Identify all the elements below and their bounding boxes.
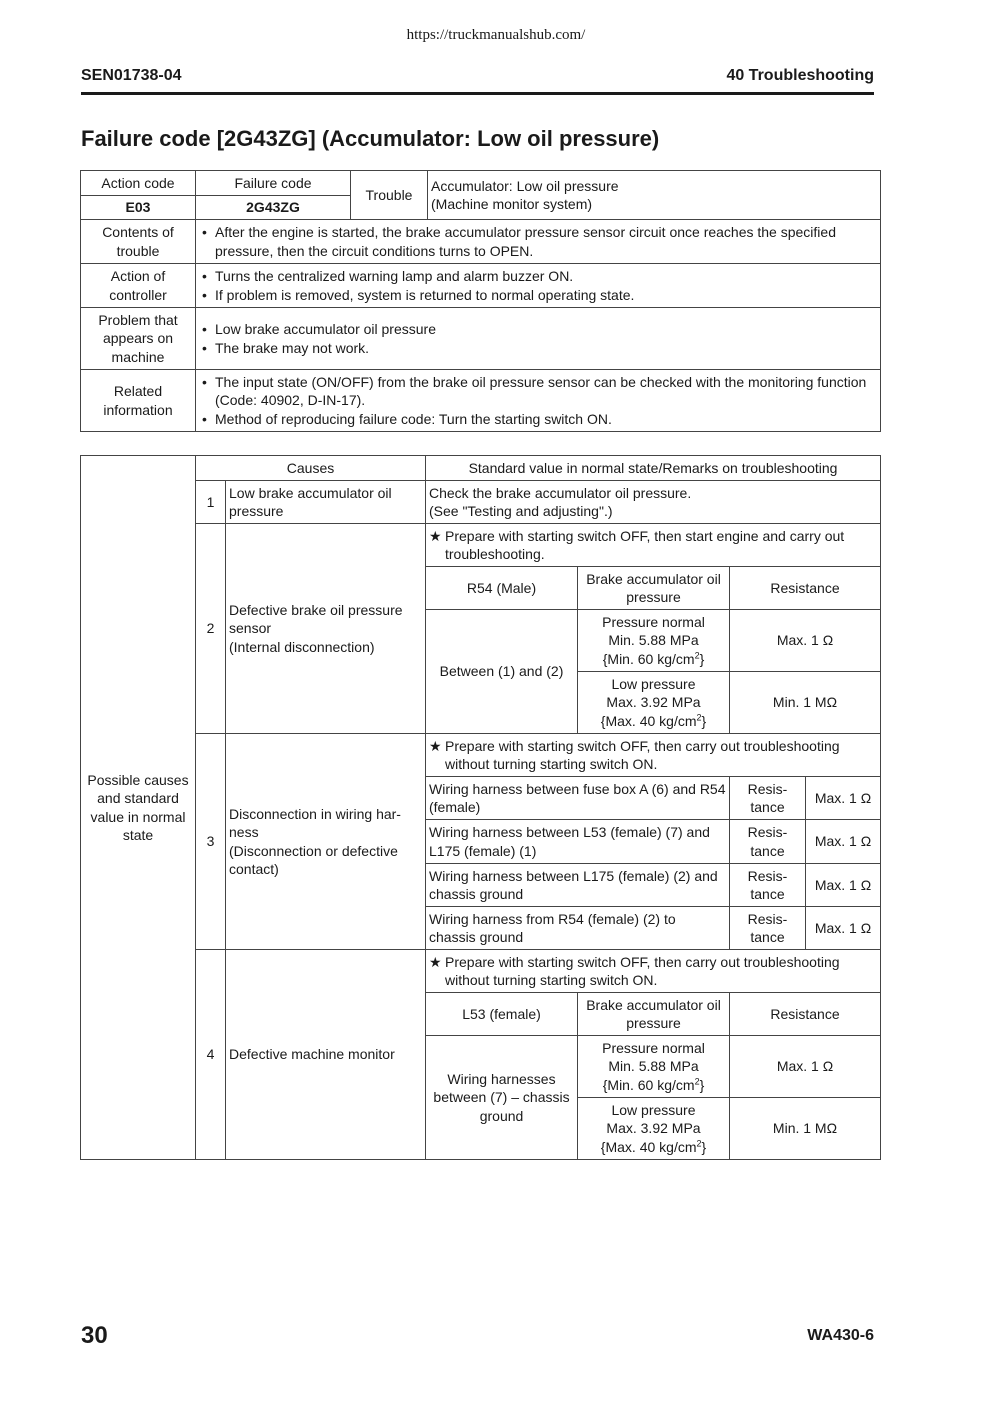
header-rule	[81, 92, 874, 95]
remark-line: (See "Testing and adjusting".)	[429, 503, 613, 519]
trouble-description	[428, 171, 881, 220]
prep-note	[426, 950, 881, 993]
row-label: Related information	[81, 370, 196, 432]
row-content	[196, 308, 881, 370]
causes-side-label: Possible causes and standard value in normal state	[81, 456, 196, 1160]
value-header: Resistance	[730, 993, 881, 1036]
source-url: https://truckmanualshub.com/	[406, 27, 586, 43]
prep-note	[426, 524, 881, 567]
row-label: Action of controller	[81, 264, 196, 308]
condition-header: Brake accumulator oil pressure	[578, 567, 730, 610]
trouble-line-2: (Machine monitor system)	[431, 196, 593, 212]
col-standard-header: Standard value in normal state/Remarks on troubleshooting	[426, 456, 881, 481]
remark-line: Check the brake accumulator oil pressure.	[429, 484, 692, 501]
summary-table	[80, 170, 881, 432]
condition-line: {Max. 40 $kg/cm^2$}	[600, 712, 707, 729]
check-type: Resis-tance	[730, 907, 806, 950]
condition-line: Min. 5.88 MPa	[608, 1058, 699, 1075]
cause-text	[226, 524, 426, 734]
col-causes-header: Causes	[196, 456, 426, 481]
standard-value: Min. 1 MΩ	[730, 672, 881, 734]
check-type: Resis-tance	[730, 820, 806, 864]
connector-header: R54 (Male)	[426, 567, 578, 610]
standard-value: Max. 1 Ω	[730, 1036, 881, 1098]
standard-value: Max. 1 Ω	[730, 610, 881, 672]
prep-text: ★ Prepare with starting switch OFF, then start engine and carry out troubleshooting.	[429, 527, 877, 564]
list-item: • Turns the centralized warning lamp and alarm buzzer ON.	[199, 267, 877, 286]
model-code: WA430-6	[807, 1327, 874, 1344]
measure-point: Between (1) and (2)	[426, 610, 578, 734]
check-type: Resis-tance	[730, 864, 806, 907]
condition-unit: {Min. 60 kg/cm	[602, 1076, 695, 1093]
value-header: Resistance	[730, 567, 881, 610]
condition-line: Max. 3.92 MPa	[606, 694, 701, 711]
measure-point: Wiring harnesses between (7) – chassis ground	[426, 1036, 578, 1160]
cause-number: 1	[196, 481, 226, 524]
condition-line: {Min. 60 $kg/cm^2$}	[602, 1076, 705, 1093]
standard-value: Max. 1 Ω	[806, 777, 881, 820]
page-title: Failure code [2G43ZG] (Accumulator: Low oil pressure)	[81, 126, 660, 151]
cause-remark	[426, 481, 881, 524]
list-item: • Method of reproducing failure code: Turn the starting switch ON.	[199, 410, 877, 429]
doc-code: SEN01738-04	[81, 67, 182, 84]
condition-unit: {Max. 40 kg/cm	[600, 1138, 697, 1155]
section-title: 40 Troubleshooting	[726, 67, 874, 84]
check-type: Resis-tance	[730, 777, 806, 820]
list-item: • After the engine is started, the brake accumulator pressure sensor circuit once reaches the specified pressure, then the circuit conditions turns to OPEN.	[199, 223, 877, 260]
harness-desc: Wiring harness between L175 (female) (2) and chassis ground	[426, 864, 730, 907]
row-label: Problem that appears on machine	[81, 308, 196, 370]
page-number: 30	[81, 1322, 108, 1349]
prep-text: ★ Prepare with starting switch OFF, then carry out troubleshooting without turning starting switch ON.	[429, 953, 877, 990]
harness-desc: Wiring harness from R54 (female) (2) to chassis ground	[426, 907, 730, 950]
condition-line: {Min. 60 $kg/cm^2$}	[602, 650, 705, 667]
action-code-label: Action code	[81, 171, 196, 196]
condition-line: Low pressure	[611, 675, 696, 692]
condition-unit: {Min. 60 kg/cm	[602, 650, 695, 667]
row-content	[196, 264, 881, 308]
condition-header: Brake accumulator oil pressure	[578, 993, 730, 1036]
condition-low	[578, 672, 730, 734]
row-label: Contents of trouble	[81, 220, 196, 264]
failure-code-value: 2G43ZG	[196, 196, 351, 220]
condition-unit: {Max. 40 kg/cm	[600, 712, 697, 729]
trouble-line-1: Accumulator: Low oil pressure	[431, 177, 619, 194]
standard-value: Max. 1 Ω	[806, 907, 881, 950]
standard-value: Max. 1 Ω	[806, 864, 881, 907]
harness-desc: Wiring harness between fuse box A (6) and R54 (female)	[426, 777, 730, 820]
cause-line: (Internal disconnection)	[229, 638, 375, 655]
condition-normal	[578, 610, 730, 672]
cause-number: 3	[196, 734, 226, 950]
condition-line: Pressure normal	[602, 613, 705, 630]
action-code-value: E03	[81, 196, 196, 220]
condition-line: Min. 5.88 MPa	[608, 632, 699, 649]
row-content	[196, 370, 881, 432]
list-item: • The input state (ON/OFF) from the brake oil pressure sensor can be checked with the monitoring function (Code: 40902, D-IN-17).	[199, 373, 877, 410]
list-item: • Low brake accumulator oil pressure	[199, 320, 877, 339]
condition-normal	[578, 1036, 730, 1098]
harness-desc: Wiring harness between L53 (female) (7) and L175 (female) (1)	[426, 820, 730, 864]
cause-number: 2	[196, 524, 226, 734]
cause-text: Low brake accumulator oil pressure	[226, 481, 426, 524]
condition-line: Pressure normal	[602, 1039, 705, 1056]
failure-code-label: Failure code	[196, 171, 351, 196]
row-content	[196, 220, 881, 264]
cause-text	[226, 734, 426, 950]
trouble-label: Trouble	[351, 171, 428, 220]
list-item: • If problem is removed, system is returned to normal operating state.	[199, 286, 877, 305]
condition-line: Low pressure	[611, 1101, 696, 1118]
standard-value: Max. 1 Ω	[806, 820, 881, 864]
cause-line: Disconnection in wiring har-ness	[229, 805, 401, 840]
condition-line: Max. 3.92 MPa	[606, 1120, 701, 1137]
cause-line: (Disconnection or defective contact)	[229, 842, 398, 877]
standard-value: Min. 1 MΩ	[730, 1098, 881, 1160]
condition-line: {Max. 40 $kg/cm^2$}	[600, 1138, 707, 1155]
cause-text: Defective machine monitor	[226, 950, 426, 1160]
condition-low	[578, 1098, 730, 1160]
prep-text: ★ Prepare with starting switch OFF, then carry out troubleshooting without turning starting switch ON.	[429, 737, 877, 774]
list-item: • The brake may not work.	[199, 339, 877, 358]
cause-number: 4	[196, 950, 226, 1160]
causes-table	[80, 455, 881, 1160]
cause-line: Defective brake oil pressure sensor	[229, 601, 403, 637]
prep-note	[426, 734, 881, 777]
connector-header: L53 (female)	[426, 993, 578, 1036]
